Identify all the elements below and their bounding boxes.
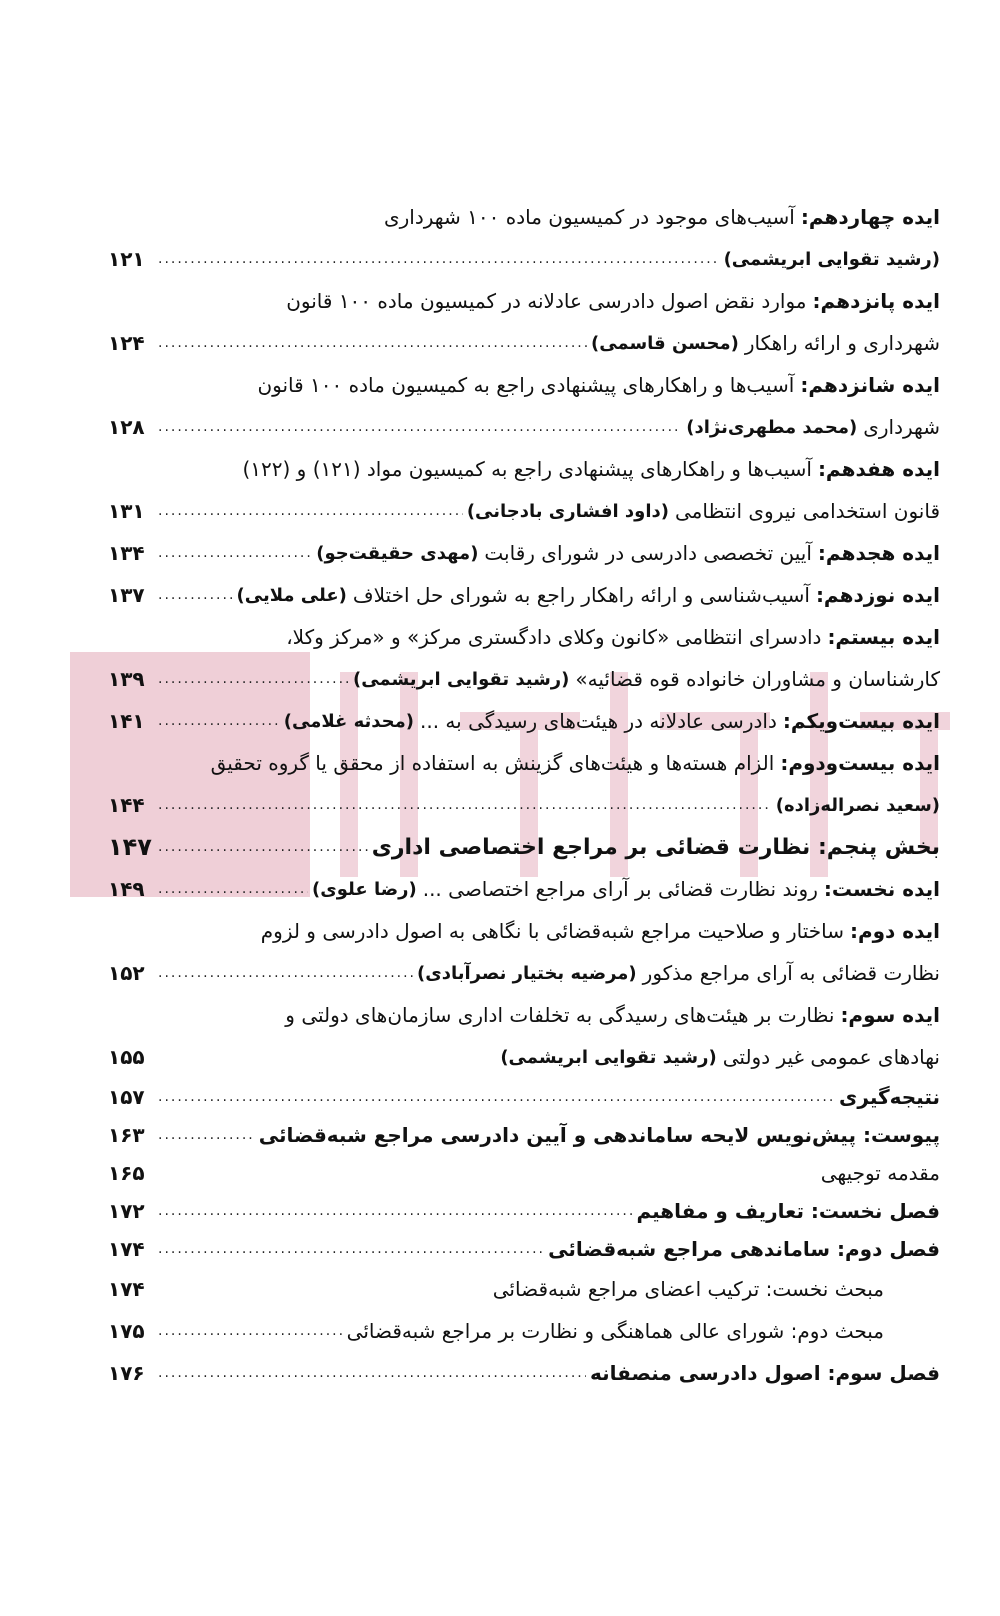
entry-label: ایده بیست‌ودوم:: [780, 751, 940, 775]
entry-title: آسیب‌ها و راهکارهای پیشنهادی راجع به کمیسیون ماده ۱۰۰ قانون: [257, 373, 795, 397]
toc-entry-continuation: [108, 322, 940, 364]
toc-entry-continuation: [108, 784, 940, 826]
entry-title-cont: شهرداری: [863, 415, 940, 439]
entry-title: موارد نقض اصول دادرسی عادلانه در کمیسیون ماده ۱۰۰ قانون: [286, 289, 807, 313]
section-title: مقدمه توجیهی: [820, 1161, 940, 1185]
entry-author: (مهدی حقیقت‌جو): [316, 542, 479, 564]
entry-title: آسیب‌ها و راهکارهای پیشنهادی راجع به کمیسیون مواد (۱۲۱) و (۱۲۲): [242, 457, 812, 481]
entry-label: ایده دوم:: [849, 919, 940, 943]
toc-section: [108, 1116, 940, 1154]
page-number: ۱۳۷: [108, 583, 145, 607]
entry-author: (مرضیه بختیار نصرآبادی): [417, 962, 637, 984]
page-number: ۱۳۴: [108, 541, 145, 565]
entry-author: (رضا علوی): [312, 878, 417, 900]
entry-label: ایده نوزدهم:: [815, 583, 940, 607]
entry-title-cont: شهرداری و ارائه راهکار: [744, 331, 940, 355]
toc-subsection: [108, 1268, 940, 1310]
entry-label: ایده سوم:: [840, 1003, 940, 1027]
toc-subsection: [108, 1310, 940, 1352]
toc-entry-continuation: [108, 952, 940, 994]
toc-part-heading: [108, 826, 940, 868]
page-number: ۱۷۲: [108, 1199, 145, 1223]
entry-title: الزام هسته‌ها و هیئت‌های گزینش به استفاده از محقق یا گروه تحقیق: [210, 751, 775, 775]
page-number: ۱۲۸: [108, 415, 145, 439]
entry-title: دادسرای انتظامی «کانون وکلای دادگستری مرکز» و «مرکز وکلا،: [286, 625, 822, 649]
entry-author: (سعید نصراله‌زاده): [775, 794, 940, 816]
entry-author: (داود افشاری بادجانی): [466, 500, 669, 522]
section-title: پیوست: پیش‌نویس لایحه ساماندهی و آیین دادرسی مراجع شبه‌قضائی: [258, 1123, 940, 1147]
entry-label: ایده پانزدهم:: [812, 289, 940, 313]
toc-entry: [108, 364, 940, 406]
entry-title-cont: نهادهای عمومی غیر دولتی: [722, 1045, 940, 1069]
toc-entry-continuation: [108, 238, 940, 280]
page-number: ۱۵۵: [108, 1045, 145, 1069]
entry-title: ساختار و صلاحیت مراجع شبه‌قضائی با نگاهی به اصول دادرسی و لزوم: [260, 919, 844, 943]
toc-entry: [108, 700, 940, 742]
section-title: فصل دوم: ساماندهی مراجع شبه‌قضائی: [548, 1237, 940, 1261]
entry-title: دادرسی عادلانه در هیئت‌های رسیدگی به ...: [420, 709, 777, 733]
entry-author: (رشید تقوایی ابریشمی): [500, 1046, 717, 1068]
entry-label: ایده بیستم:: [827, 625, 940, 649]
toc-entry-continuation: [108, 1036, 940, 1078]
toc-entry: [108, 616, 940, 658]
entry-title: آیین تخصصی دادرسی در شورای رقابت: [484, 541, 812, 565]
toc-entry: [108, 280, 940, 322]
entry-title: آسیب‌شناسی و ارائه راهکار راجع به شورای حل اختلاف: [352, 583, 810, 607]
toc-entry-continuation: [108, 658, 940, 700]
toc-section: [108, 1192, 940, 1230]
page-number: ۱۶۵: [108, 1161, 145, 1185]
page-number: ۱۴۹: [108, 877, 145, 901]
entry-author: (علی ملایی): [236, 584, 347, 606]
entry-title: روند نظارت قضائی بر آرای مراجع اختصاصی ...: [422, 877, 818, 901]
entry-author: (رشید تقوایی ابریشمی): [723, 248, 940, 270]
entry-label: ایده چهاردهم:: [800, 205, 940, 229]
page-number: ۱۵۲: [108, 961, 145, 985]
entry-title-cont: نظارت قضائی به آرای مراجع مذکور: [642, 961, 940, 985]
page-number: ۱۲۴: [108, 331, 145, 355]
subsection-title: مبحث نخست: ترکیب اعضای مراجع شبه‌قضائی: [492, 1277, 884, 1301]
entry-label: ایده نخست:: [823, 877, 940, 901]
page-number: ۱۷۴: [108, 1237, 145, 1261]
page-number: ۱۲۱: [108, 247, 145, 271]
page-number: ۱۶۳: [108, 1123, 145, 1147]
page-number: ۱۷۴: [108, 1277, 145, 1301]
toc-section: [108, 1352, 940, 1394]
part-title: بخش پنجم: نظارت قضائی بر مراجع اختصاصی اداری: [371, 834, 940, 860]
entry-title: نظارت بر هیئت‌های رسیدگی به تخلفات اداری سازمان‌های دولتی و: [285, 1003, 835, 1027]
toc-section: [108, 1154, 940, 1192]
entry-author: (محدثه غلامی): [283, 710, 414, 732]
toc-section: [108, 1078, 940, 1116]
toc-entry: [108, 196, 940, 238]
page-number: ۱۵۷: [108, 1085, 145, 1109]
entry-label: ایده هفدهم:: [817, 457, 940, 481]
page-number: ۱۴۷: [108, 833, 152, 861]
page-number: ۱۳۹: [108, 667, 145, 691]
toc-entry: [108, 994, 940, 1036]
toc-entry-continuation: [108, 406, 940, 448]
entry-label: ایده هجدهم:: [817, 541, 940, 565]
toc-entry: [108, 910, 940, 952]
entry-author: (محسن قاسمی): [590, 332, 739, 354]
page-number: ۱۴۱: [108, 709, 145, 733]
toc-section: [108, 1230, 940, 1268]
subsection-title: مبحث دوم: شورای عالی هماهنگی و نظارت بر مراجع شبه‌قضائی: [346, 1319, 884, 1343]
toc-entry-continuation: [108, 490, 940, 532]
page-number: ۱۷۵: [108, 1319, 145, 1343]
toc-entry: [108, 742, 940, 784]
entry-label: ایده بیست‌ویکم:: [782, 709, 940, 733]
page-number: ۱۷۶: [108, 1361, 145, 1385]
section-title: فصل نخست: تعاریف و مفاهیم: [636, 1199, 940, 1223]
section-title: نتیجه‌گیری: [839, 1085, 940, 1109]
entry-label: ایده شانزدهم:: [800, 373, 940, 397]
toc-entry: [108, 868, 940, 910]
entry-author: (رشید تقوایی ابریشمی): [352, 668, 570, 690]
entry-author: (محمد مطهری‌نژاد): [686, 416, 858, 438]
entry-title-cont: قانون استخدامی نیروی انتظامی: [675, 499, 940, 523]
page-number: ۱۳۱: [108, 499, 145, 523]
section-title: فصل سوم: اصول دادرسی منصفانه: [589, 1361, 940, 1385]
entry-title-cont: کارشناسان و مشاوران خانواده قوه قضائیه»: [575, 667, 940, 691]
toc-entry: [108, 574, 940, 616]
page-number: ۱۴۴: [108, 793, 145, 817]
table-of-contents: [108, 196, 940, 1394]
entry-title: آسیب‌های موجود در کمیسیون ماده ۱۰۰ شهرداری: [383, 205, 795, 229]
toc-entry: [108, 532, 940, 574]
toc-entry: [108, 448, 940, 490]
